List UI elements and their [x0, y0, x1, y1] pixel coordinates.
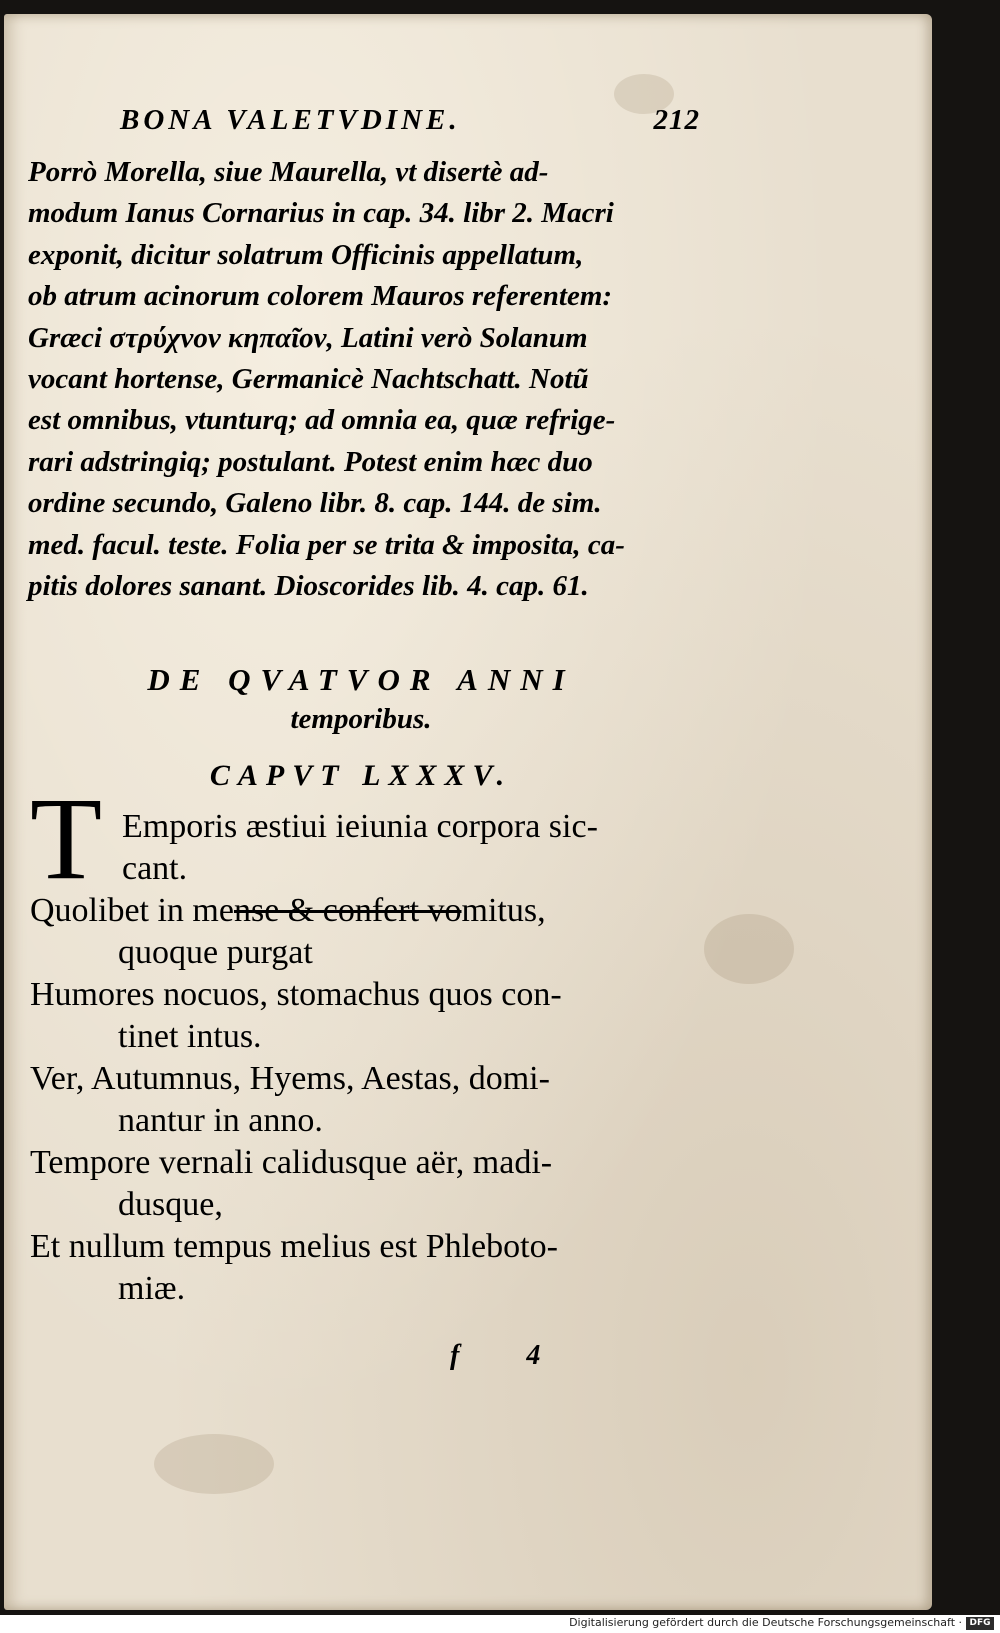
- caput-number: CAPVT LXXXV.: [209, 759, 513, 792]
- paragraph-line: med. facul. teste. Folia per se trita & imposita, ca-: [28, 528, 625, 561]
- page-number: 212: [653, 104, 700, 136]
- paragraph-line: exponit, dicitur solatrum Officinis appellatum,: [28, 238, 584, 271]
- body-paragraph: [28, 152, 694, 607]
- paper-stain: [704, 914, 794, 984]
- paragraph-line: vocant hortense, Germanicè Nachtschatt. Notũ: [28, 362, 589, 395]
- struck-through-text: nse & confert vo: [233, 892, 462, 929]
- chapter-heading: DE QVATVOR ANNI: [147, 662, 575, 697]
- digitization-footer: [0, 1615, 1000, 1633]
- verse-line: tinet intus.: [118, 1018, 262, 1055]
- dfg-logo: DFG: [966, 1617, 994, 1630]
- verse-line: nantur in anno.: [118, 1102, 323, 1139]
- verse-line: Humores nocuos, stomachus quos con-: [30, 976, 562, 1013]
- chapter-subheading: temporibus.: [290, 703, 432, 735]
- verse-line: Ver, Autumnus, Hyems, Aestas, domi-: [30, 1060, 550, 1097]
- verse-line: Et nullum tempus melius est Phleboto-: [30, 1228, 558, 1265]
- verse-line: Emporis æstiui ieiunia corpora sic-: [122, 808, 598, 845]
- verse-line: miæ.: [118, 1270, 186, 1307]
- running-title: BONA VALETVDINE.: [120, 104, 461, 136]
- verse-line: quoque purgat: [118, 934, 313, 971]
- verse-text: mitus,: [461, 892, 546, 929]
- paragraph-line: Græci στρύχνον κηπαῖον, Latini verò Solanum: [28, 321, 588, 354]
- signature-mark: f 4: [450, 1340, 571, 1371]
- drop-capital: T: [30, 773, 103, 904]
- verse-text: Quolibet in me: [30, 892, 234, 929]
- verse-line: cant.: [122, 850, 188, 887]
- verse-line-struck: [30, 890, 546, 932]
- paragraph-line: Porrò Morella, siue Maurella, vt disertè ad-: [28, 156, 549, 188]
- paragraph-line: ob atrum acinorum colorem Mauros referentem:: [28, 280, 613, 313]
- paragraph-line: modum Ianus Cornarius in cap. 34. libr 2. Macri: [28, 197, 614, 230]
- running-head: [120, 104, 700, 148]
- footer-credit: Digitalisierung gefördert durch die Deutsche Forschungsgemeinschaft ·: [569, 1616, 962, 1629]
- paper-stain: [154, 1434, 274, 1494]
- paragraph-line: ordine secundo, Galeno libr. 8. cap. 144. de sim.: [28, 487, 602, 520]
- verse-line: Tempore vernali calidusque aër, madi-: [30, 1144, 553, 1181]
- paragraph-line: pitis dolores sanant. Dioscorides lib. 4. cap. 61.: [28, 569, 589, 602]
- paragraph-line: rari adstringiq; postulant. Potest enim hæc duo: [28, 445, 593, 478]
- paragraph-line: est omnibus, vtunturq; ad omnia ea, quæ refrige-: [28, 404, 616, 437]
- verse-line: dusque,: [118, 1186, 223, 1223]
